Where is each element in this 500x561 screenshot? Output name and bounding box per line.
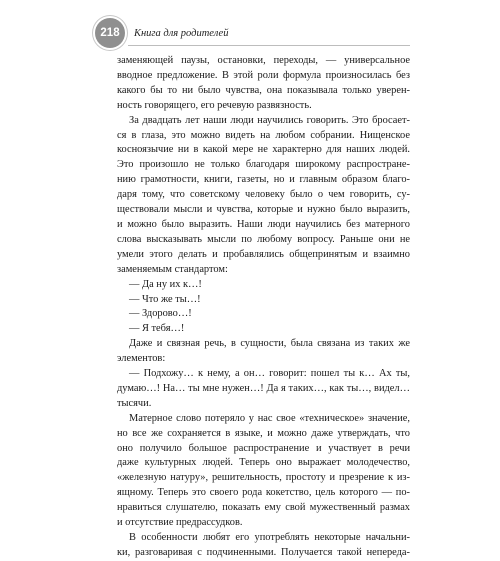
text-line: Матерное слово потеряло у нас свое «техническое» значение, (129, 412, 410, 424)
text-line: Даже и связная речь, в сущности, была связана из таких же (129, 338, 410, 350)
text-line: заменяемым стандартом: (117, 263, 228, 275)
header-divider (128, 45, 410, 46)
text-line: ность говорящего, его речевую развязность. (117, 99, 312, 111)
text-line: думаю…! На… ты мне нужен…! Да я таких…, как ты…, видел… (117, 382, 410, 394)
text-line: ящному. Теперь это своего рода кокетство, цель которого — по- (117, 487, 410, 499)
text-line: какого бы то ни было чувства, она показывала только уверен- (117, 84, 410, 96)
running-head-title: Книга для родителей (134, 27, 229, 39)
dialogue-line: — Я тебя…! (129, 323, 185, 335)
text-line: косноязычие ни в какой мере не характерно для наших людей. (117, 144, 410, 156)
text-line: нравиться слушателю, показать ему свой мужественный размах (117, 502, 410, 514)
text-line: элементов: (117, 353, 166, 365)
page-number-badge: 218 (95, 18, 125, 48)
text-line: — Подхожу… к нему, а он… говорит: пошел ты к… Ах ты, (129, 368, 410, 380)
text-line: заменяющей паузы, остановки, переходы, — универсальное (117, 55, 410, 66)
text-line: нию грамотности, книги, газеты, но и главным образом благо- (117, 174, 410, 186)
dialogue-line: — Что же ты…! (129, 293, 201, 305)
text-line: слова высказывать мысли по любому вопросу. Раньше они не (117, 233, 410, 245)
text-line: даря тому, что советскому человеку было о чем говорить, су- (117, 189, 410, 201)
text-line: даже культурных людей. Теперь оно выражает молодечество, (117, 457, 410, 469)
text-line: оно получило большое распространение и участвует в речи (117, 442, 410, 454)
dialogue-line: — Да ну их к…! (129, 278, 202, 290)
text-line: Это произошло не только благодаря широкому распростране- (117, 159, 410, 171)
text-line: В особенности любят его употреблять некоторые начальни- (129, 532, 410, 543)
dialogue-line: — Здорово…! (129, 308, 192, 320)
text-line: но все же сохраняется в языке, и можно даже утверждать, что (117, 427, 410, 439)
text-line: и можно было выразить. Наши люди научились без матерного (117, 218, 410, 230)
text-line: тысячи. (117, 397, 152, 409)
text-line: ки, разговаривая с подчиненными. Получается такой непереда- (117, 546, 410, 558)
text-line: вводное предложение. В этой роли формула произносилась без (117, 69, 410, 81)
text-line: и отсутствие предрассудков. (117, 517, 243, 529)
text-line: умели этого делать и пробавлялись общепринятым и взаимно (117, 248, 410, 260)
text-line: ществовали мысли и чувства, которые и нужно было выразить, (117, 204, 410, 216)
body-text (117, 54, 410, 561)
text-line: ся в глаза, это можно видеть на любом собрании. Нищенское (117, 129, 410, 141)
text-line: За двадцать лет наши люди научились говорить. Это бросает- (129, 114, 410, 126)
page-header (95, 18, 228, 48)
text-line: «железную натуру», решительность, простоту и презрение к из- (117, 472, 410, 484)
